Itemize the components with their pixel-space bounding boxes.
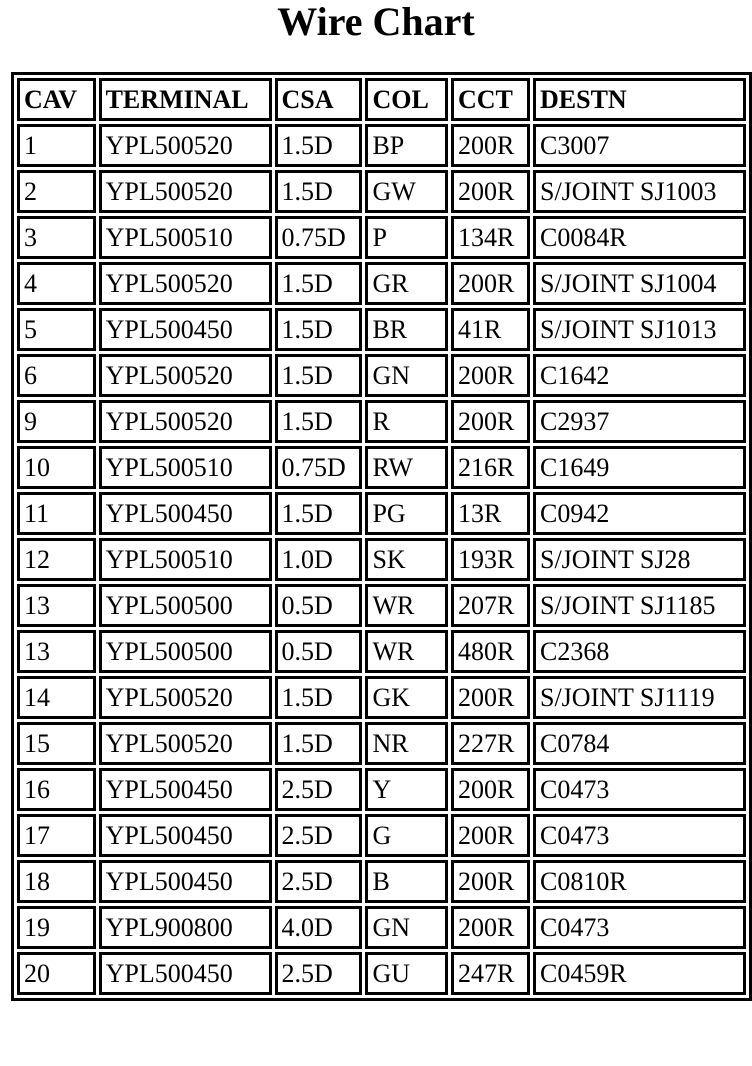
table-row	[17, 538, 746, 581]
cell-csa: 0.75D	[275, 216, 363, 259]
cell-cct: 134R	[451, 216, 530, 259]
cell-col: NR	[365, 722, 448, 765]
cell-cav: 14	[17, 676, 96, 719]
table-row	[17, 584, 746, 627]
cell-cav: 10	[17, 446, 96, 489]
cell-col: PG	[365, 492, 448, 535]
cell-destn: C1642	[533, 354, 746, 397]
cell-terminal: YPL500450	[99, 308, 272, 351]
cell-cav: 17	[17, 814, 96, 857]
table-row	[17, 952, 746, 995]
cell-terminal: YPL500520	[99, 170, 272, 213]
cell-csa: 1.5D	[275, 400, 363, 443]
cell-cct: 480R	[451, 630, 530, 673]
cell-csa: 1.5D	[275, 722, 363, 765]
cell-destn: S/JOINT SJ1003	[533, 170, 746, 213]
table-header-row	[17, 78, 746, 121]
cell-terminal: YPL500450	[99, 952, 272, 995]
cell-cct: 200R	[451, 906, 530, 949]
table-row	[17, 400, 746, 443]
cell-cav: 13	[17, 630, 96, 673]
cell-cct: 200R	[451, 860, 530, 903]
cell-terminal: YPL500520	[99, 676, 272, 719]
cell-destn: S/JOINT SJ28	[533, 538, 746, 581]
cell-destn: C0084R	[533, 216, 746, 259]
cell-terminal: YPL500510	[99, 538, 272, 581]
column-header-destn: DESTN	[533, 78, 746, 121]
cell-terminal: YPL500520	[99, 722, 272, 765]
cell-csa: 1.5D	[275, 308, 363, 351]
column-header-cav: CAV	[17, 78, 96, 121]
cell-cav: 18	[17, 860, 96, 903]
cell-csa: 1.5D	[275, 354, 363, 397]
cell-destn: S/JOINT SJ1004	[533, 262, 746, 305]
cell-col: GR	[365, 262, 448, 305]
cell-cav: 11	[17, 492, 96, 535]
table-row	[17, 630, 746, 673]
cell-cav: 4	[17, 262, 96, 305]
cell-cct: 207R	[451, 584, 530, 627]
table-row	[17, 170, 746, 213]
cell-cct: 193R	[451, 538, 530, 581]
cell-terminal: YPL500510	[99, 216, 272, 259]
cell-csa: 2.5D	[275, 768, 363, 811]
cell-terminal: YPL900800	[99, 906, 272, 949]
cell-cav: 13	[17, 584, 96, 627]
cell-csa: 2.5D	[275, 860, 363, 903]
cell-cav: 19	[17, 906, 96, 949]
cell-terminal: YPL500450	[99, 768, 272, 811]
cell-col: WR	[365, 630, 448, 673]
table-row	[17, 446, 746, 489]
table-row	[17, 722, 746, 765]
cell-cav: 20	[17, 952, 96, 995]
cell-csa: 0.75D	[275, 446, 363, 489]
cell-cct: 216R	[451, 446, 530, 489]
cell-destn: S/JOINT SJ1185	[533, 584, 746, 627]
cell-cct: 200R	[451, 676, 530, 719]
cell-csa: 2.5D	[275, 952, 363, 995]
cell-csa: 1.5D	[275, 676, 363, 719]
cell-cct: 227R	[451, 722, 530, 765]
cell-cav: 6	[17, 354, 96, 397]
cell-destn: C0473	[533, 768, 746, 811]
cell-destn: C3007	[533, 124, 746, 167]
table-row	[17, 124, 746, 167]
cell-cct: 41R	[451, 308, 530, 351]
cell-destn: C0784	[533, 722, 746, 765]
cell-cav: 1	[17, 124, 96, 167]
cell-col: BR	[365, 308, 448, 351]
cell-destn: S/JOINT SJ1013	[533, 308, 746, 351]
table-row	[17, 354, 746, 397]
cell-cav: 16	[17, 768, 96, 811]
cell-terminal: YPL500500	[99, 630, 272, 673]
table-row	[17, 906, 746, 949]
cell-cav: 12	[17, 538, 96, 581]
cell-destn: C0459R	[533, 952, 746, 995]
cell-col: GW	[365, 170, 448, 213]
table-row	[17, 308, 746, 351]
cell-cct: 200R	[451, 768, 530, 811]
cell-col: P	[365, 216, 448, 259]
cell-destn: C0942	[533, 492, 746, 535]
cell-destn: C1649	[533, 446, 746, 489]
cell-col: SK	[365, 538, 448, 581]
cell-col: R	[365, 400, 448, 443]
cell-terminal: YPL500500	[99, 584, 272, 627]
table-row	[17, 676, 746, 719]
cell-csa: 1.5D	[275, 170, 363, 213]
cell-destn: C2368	[533, 630, 746, 673]
table-row	[17, 768, 746, 811]
cell-destn: C0810R	[533, 860, 746, 903]
table-row	[17, 262, 746, 305]
cell-cct: 200R	[451, 814, 530, 857]
cell-csa: 1.0D	[275, 538, 363, 581]
column-header-csa: CSA	[275, 78, 363, 121]
cell-cct: 200R	[451, 170, 530, 213]
cell-cav: 3	[17, 216, 96, 259]
column-header-col: COL	[365, 78, 448, 121]
cell-cct: 200R	[451, 124, 530, 167]
cell-terminal: YPL500520	[99, 400, 272, 443]
cell-cav: 2	[17, 170, 96, 213]
cell-col: WR	[365, 584, 448, 627]
page-title: Wire Chart	[277, 0, 475, 44]
column-header-cct: CCT	[451, 78, 530, 121]
table-body	[17, 124, 746, 995]
cell-terminal: YPL500450	[99, 814, 272, 857]
cell-cav: 15	[17, 722, 96, 765]
table-row	[17, 216, 746, 259]
cell-cct: 200R	[451, 354, 530, 397]
cell-col: BP	[365, 124, 448, 167]
table-row	[17, 860, 746, 903]
cell-csa: 0.5D	[275, 584, 363, 627]
cell-destn: C0473	[533, 906, 746, 949]
table-row	[17, 492, 746, 535]
cell-col: GN	[365, 906, 448, 949]
cell-destn: C0473	[533, 814, 746, 857]
cell-col: GN	[365, 354, 448, 397]
cell-csa: 0.5D	[275, 630, 363, 673]
cell-csa: 1.5D	[275, 492, 363, 535]
cell-cct: 200R	[451, 262, 530, 305]
cell-destn: C2937	[533, 400, 746, 443]
cell-col: Y	[365, 768, 448, 811]
cell-col: GU	[365, 952, 448, 995]
cell-cct: 200R	[451, 400, 530, 443]
cell-terminal: YPL500520	[99, 262, 272, 305]
cell-destn: S/JOINT SJ1119	[533, 676, 746, 719]
cell-col: RW	[365, 446, 448, 489]
cell-csa: 1.5D	[275, 124, 363, 167]
cell-col: GK	[365, 676, 448, 719]
cell-terminal: YPL500450	[99, 860, 272, 903]
cell-terminal: YPL500510	[99, 446, 272, 489]
cell-csa: 4.0D	[275, 906, 363, 949]
cell-col: G	[365, 814, 448, 857]
cell-csa: 2.5D	[275, 814, 363, 857]
cell-terminal: YPL500520	[99, 124, 272, 167]
cell-terminal: YPL500450	[99, 492, 272, 535]
wire-chart-table	[11, 72, 752, 1001]
cell-col: B	[365, 860, 448, 903]
cell-csa: 1.5D	[275, 262, 363, 305]
cell-cct: 13R	[451, 492, 530, 535]
table-row	[17, 814, 746, 857]
column-header-terminal: TERMINAL	[99, 78, 272, 121]
cell-cav: 9	[17, 400, 96, 443]
cell-cct: 247R	[451, 952, 530, 995]
cell-terminal: YPL500520	[99, 354, 272, 397]
cell-cav: 5	[17, 308, 96, 351]
